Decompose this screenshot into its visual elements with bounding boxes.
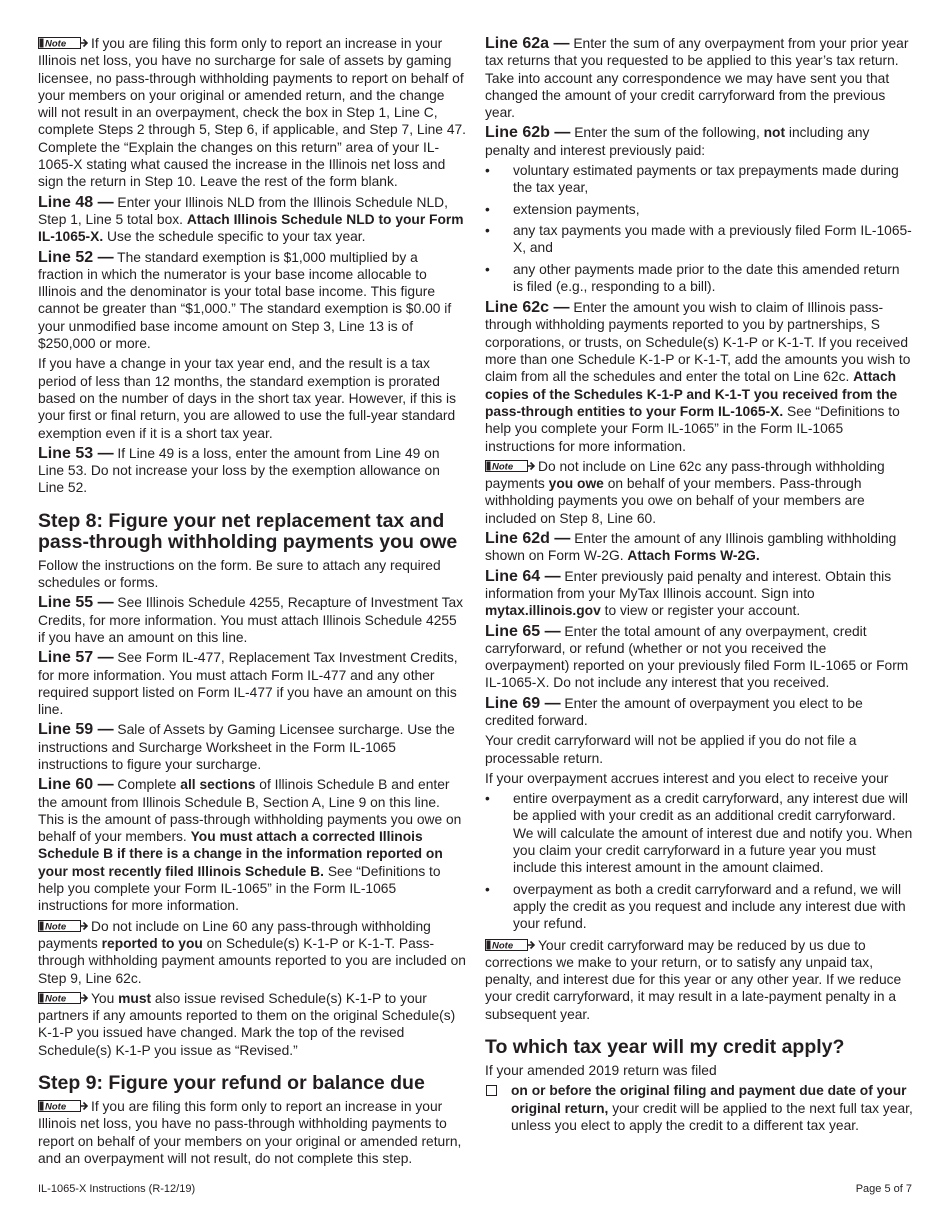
accrue-interest-paragraph: If your overpayment accrues interest and you elect to receive your — [485, 770, 889, 786]
line-69-paragraph: Line 69 — Enter the amount of overpayment you elect to be credited forward. — [485, 694, 863, 728]
accrue-interest-list — [485, 790, 913, 932]
note-icon — [38, 1100, 88, 1112]
line-60-heading: Line 60 — — [38, 776, 114, 794]
line-59-heading: Line 59 — — [38, 721, 114, 739]
line-62d-heading: Line 62d — — [485, 530, 571, 548]
left-column — [38, 35, 466, 1170]
bullet-icon: • — [485, 791, 490, 807]
line-65-paragraph: Line 65 — Enter the total amount of any overpayment, credit carryforward, or refund (whether or not you received the overpayment) reported on your previously filed Form IL-1065 or Form IL-1065-X. Do not include any interest that you received. — [485, 622, 909, 691]
amended-return-paragraph: If your amended 2019 return was filed — [485, 1063, 717, 1079]
credit-year-heading: To which tax year will my credit apply? — [485, 1036, 845, 1059]
line-62a-paragraph: Line 62a — Enter the sum of any overpayment from your prior year tax returns that you requested to be applied to this year’s tax return. Take into account any correspondence we may have sent you that changed the amount of your credit carryforward from the previous year. — [485, 35, 909, 121]
note-icon — [38, 992, 88, 1004]
footer-page-number: Page 5 of 7 — [855, 1183, 912, 1195]
line-65-heading: Line 65 — — [485, 622, 561, 640]
line-64-paragraph: Line 64 — Enter previously paid penalty and interest. Obtain this information from your MyTax Illinois account. Sign into mytax.illinois.gov to view or register your account. — [485, 567, 892, 619]
line-55-heading: Line 55 — — [38, 594, 114, 612]
note-icon — [485, 939, 535, 951]
note-paragraph: If you are filing this form only to report an increase in your Illinois net loss, you have no pass-through withholding payments to report on behalf of your members on your original or amended return, and an overpayment will not result, do not complete this step. — [38, 1099, 462, 1166]
bullet-icon: • — [485, 222, 490, 238]
line-52-heading: Line 52 — — [38, 248, 114, 266]
line-53-paragraph: Line 53 — If Line 49 is a loss, enter the amount from Line 49 on Line 53. Do not increase your loss by the exemption allowance on Line 52. — [38, 444, 440, 496]
note-icon — [485, 460, 535, 472]
note-icon — [38, 920, 88, 932]
checklist-item: on or before the original filing and payment due date of your original return, your credit will be applied to the next full tax year, unless you elect to apply the credit to a different tax year. — [485, 1082, 913, 1134]
checkbox-icon — [486, 1085, 497, 1096]
note-paragraph: Do not include on Line 62c any pass-through withholding payments you owe on behalf of your members. Pass-through withholding payments you owe on behalf of your members are included on Step 8, Line 60. — [485, 458, 885, 526]
line-48-paragraph: Line 48 — Enter your Illinois NLD from the Illinois Schedule NLD, Step 1, Line 5 total box. Attach Illinois Schedule NLD to your Form IL-1065-X. Use the schedule specific to your tax year. — [38, 193, 464, 245]
line-62a-heading: Line 62a — — [485, 35, 570, 52]
mytax-link[interactable]: mytax.illinois.gov — [485, 603, 601, 619]
line-62b-heading: Line 62b — — [485, 124, 571, 142]
line-57-paragraph: Line 57 — See Form IL-477, Replacement Tax Investment Credits, for more information. You must attach Form IL-477 and any other required support listed on Form IL-477 if you have an amount on this line. — [38, 649, 458, 718]
note-paragraph: You must also issue revised Schedule(s) K-1-P to your partners if any amounts reported to them on the original Schedule(s) K-1-P you issued have changed. Mark the top of the revised Schedule(s) K-1-P you issue as “Revised.” — [38, 990, 456, 1058]
list-item: • extension payments, — [485, 201, 640, 217]
note-icon — [38, 37, 88, 49]
list-item: • entire overpayment as a credit carryforward, any interest due will be applied with your credit as an additional credit carryforward. We will calculate the amount of interest due and notify you. When you claim your credit carryforward in a future year you must include this interest amount in the amount claimed. — [485, 791, 913, 876]
bullet-icon: • — [485, 881, 490, 897]
line-59-paragraph: Line 59 — Sale of Assets by Gaming Licensee surcharge. Use the instructions and Surcharge Worksheet in the Form IL-1065 instructions to figure your surcharge. — [38, 721, 455, 772]
line-69-heading: Line 69 — — [485, 694, 561, 712]
note-paragraph: Do not include on Line 60 any pass-through withholding payments reported to you on Schedule(s) K-1-P or K-1-T. Pass-through withholding payment amounts reported to you are included on Step 9, Line 62c. — [38, 918, 466, 986]
line-62b-paragraph: Line 62b — Enter the sum of the following, not including any penalty and interest previously paid: — [485, 124, 870, 158]
line-60-paragraph: Line 60 — Complete all sections of Illinois Schedule B and enter the amount from Illinois Schedule B, Section A, Line 9 on this line. This is the amount of pass-through withholding payments you owe on behalf of your members. You must attach a corrected Illinois Schedule B if there is a change in the information reported on your most recently filed Illinois Schedule B. See “Definitions to help you complete your Form IL-1065” in the Form IL-1065 instructions for more information. — [38, 776, 462, 914]
list-item: • any other payments made prior to the date this amended return is filed (e.g., responding to a bill). — [485, 261, 900, 294]
tax-year-change-paragraph: If you have a change in your tax year end, and the result is a tax period of less than 12 months, the standard exemption is prorated based on the number of days in the short tax year. However, if this is your first or final return, you are allowed to use the full-year standard exemption even if it is a short tax year. — [38, 356, 456, 441]
step-9-heading: Step 9: Figure your refund or balance due — [38, 1072, 425, 1095]
list-item: • voluntary estimated payments or tax prepayments made during the tax year, — [485, 163, 899, 196]
list-item: • any tax payments you made with a previously filed Form IL-1065-X, and — [485, 222, 912, 256]
list-item: • overpayment as both a credit carryforward and a refund, we will apply the credit as you request and include any interest due with your refund. — [485, 881, 906, 932]
line-57-heading: Line 57 — — [38, 649, 114, 667]
note-paragraph: If you are filing this form only to report an increase in your Illinois net loss, you have no surcharge for sale of assets by gaming licensee, no pass-through withholding payments to report on behalf of your members on your original or amended return, and the change will not result in an overpayment, check the box in Step 1, Line C, complete Steps 2 through 5, Step 6, if applicable, and Step 7, Line 47. Complete the “Explain the changes on this return” area of your IL-1065-X stating what caused the increase in the Illinois net loss and sign the return in Step 10. Leave the rest of the form blank. — [38, 36, 466, 190]
line-62d-paragraph: Line 62d — Enter the amount of any Illinois gambling withholding shown on Form W-2G. Attach Forms W-2G. — [485, 530, 897, 564]
line-52-paragraph: Line 52 — The standard exemption is $1,000 multiplied by a fraction in which the numerator is your base income allocable to Illinois and the denominator is your total base income. This figure cannot be greater than “$1,000.” The standard exemption is $0.00 if your unmodified base income amount on Step 3, Line 13 is of $250,000 or more. — [38, 248, 452, 352]
line-53-heading: Line 53 — — [38, 444, 114, 462]
step-8-intro: Follow the instructions on the form. Be sure to attach any required schedules or forms. — [38, 557, 441, 591]
line-62c-paragraph: Line 62c — Enter the amount you wish to claim of Illinois pass-through withholding payments reported to you by partnerships, S corporations, or trusts, on Schedule(s) K-1-P or K-1-T. If you received more than one Schedule K-1-P or K-1-T, add the amounts you wish to claim from all the schedules and enter the total on Line 62c. Attach copies of the Schedules K-1-P and K-1-T you received from the pass-through entities to your Form IL-1065-X. See “Definitions to help you complete your Form IL-1065” in the Form IL-1065 instructions for more information. — [485, 299, 911, 454]
line-48-heading: Line 48 — — [38, 193, 114, 211]
bullet-icon: • — [485, 163, 490, 179]
bullet-icon: • — [485, 261, 490, 277]
carryforward-paragraph: Your credit carryforward will not be applied if you do not file a processable return. — [485, 733, 857, 766]
line-64-heading: Line 64 — — [485, 567, 561, 585]
right-column — [485, 35, 913, 1134]
step-8-heading: Step 8: Figure your net replacement tax and pass-through withholding payments you owe — [38, 509, 458, 553]
footer-form-id: IL-1065-X Instructions (R-12/19) — [38, 1183, 196, 1195]
note-paragraph: Your credit carryforward may be reduced by us due to corrections we make to your return, or to satisfy any unpaid tax, penalty, and interest due for this year or any other year. If we reduce your credit carryforward, it may result in a late-payment penalty in a subsequent year. — [485, 937, 902, 1022]
bullet-icon: • — [485, 201, 490, 217]
line-62c-heading: Line 62c — — [485, 299, 570, 317]
line-62b-list — [485, 162, 913, 295]
line-55-paragraph: Line 55 — See Illinois Schedule 4255, Recapture of Investment Tax Credits, for more information. You must attach Illinois Schedule 4255 if you have an amount on this line. — [38, 594, 464, 645]
credit-year-checklist — [485, 1082, 913, 1134]
